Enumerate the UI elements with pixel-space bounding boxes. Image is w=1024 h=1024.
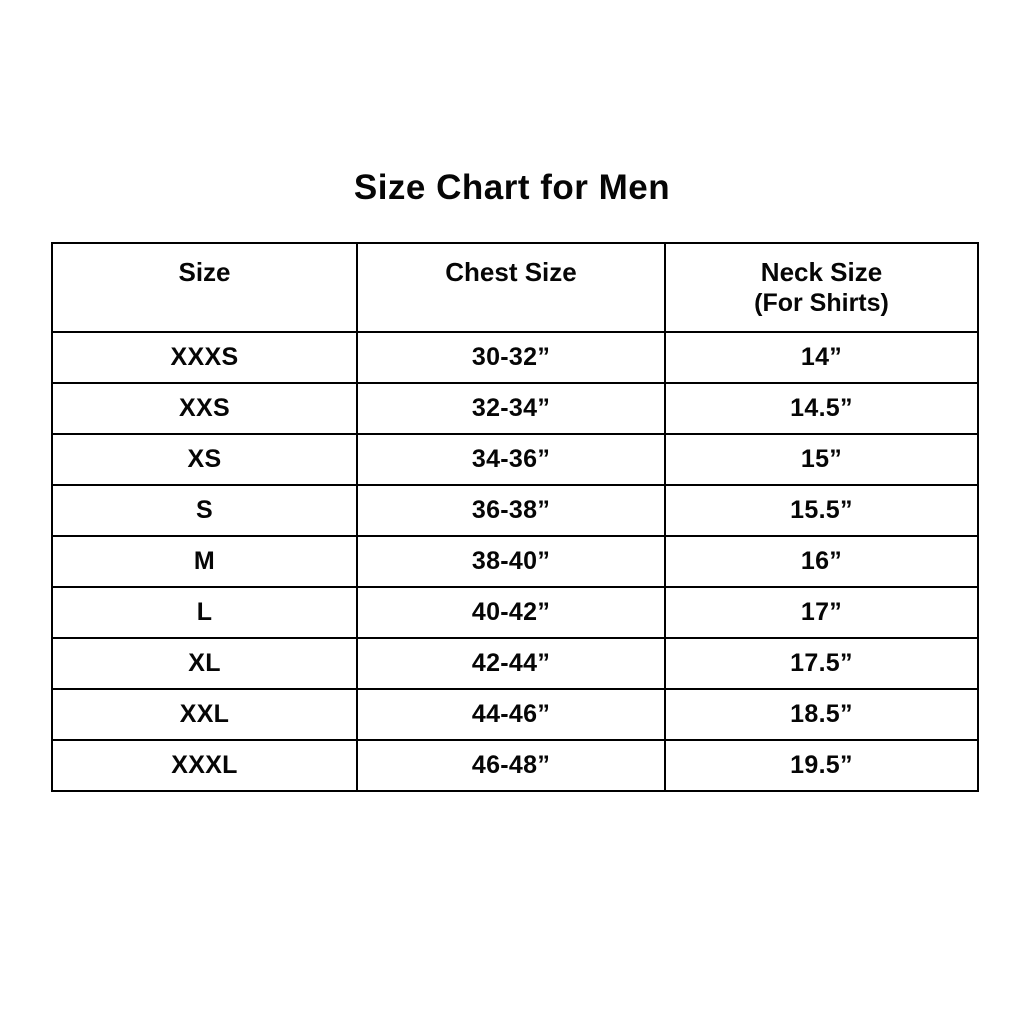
table-row bbox=[52, 587, 978, 638]
chest-cell: 34-36” bbox=[357, 434, 665, 485]
size-cell: XL bbox=[52, 638, 357, 689]
neck-cell: 18.5” bbox=[665, 689, 978, 740]
size-column-header bbox=[52, 243, 357, 332]
chest-cell: 36-38” bbox=[357, 485, 665, 536]
chest-cell: 40-42” bbox=[357, 587, 665, 638]
table-header bbox=[52, 243, 978, 332]
neck-cell: 15.5” bbox=[665, 485, 978, 536]
size-cell: XXXL bbox=[52, 740, 357, 791]
table-row bbox=[52, 434, 978, 485]
neck-header-label: Neck Size bbox=[760, 256, 883, 287]
neck-cell: 14” bbox=[665, 332, 978, 383]
size-cell: S bbox=[52, 485, 357, 536]
neck-cell: 17” bbox=[665, 587, 978, 638]
chest-cell: 44-46” bbox=[357, 689, 665, 740]
chest-column-header bbox=[357, 243, 665, 332]
size-header-sublabel bbox=[53, 288, 356, 319]
table-body bbox=[52, 332, 978, 791]
size-cell: M bbox=[52, 536, 357, 587]
size-header-label: Size bbox=[178, 256, 231, 287]
neck-cell: 17.5” bbox=[665, 638, 978, 689]
size-chart-table bbox=[51, 242, 979, 792]
table-row bbox=[52, 689, 978, 740]
neck-header-sublabel: (For Shirts) bbox=[754, 288, 889, 317]
page-title: Size Chart for Men bbox=[353, 168, 671, 207]
chest-cell: 42-44” bbox=[357, 638, 665, 689]
neck-cell: 19.5” bbox=[665, 740, 978, 791]
chest-cell: 32-34” bbox=[357, 383, 665, 434]
size-cell: XXS bbox=[52, 383, 357, 434]
size-cell: XS bbox=[52, 434, 357, 485]
size-cell: XXL bbox=[52, 689, 357, 740]
neck-cell: 15” bbox=[665, 434, 978, 485]
neck-cell: 16” bbox=[665, 536, 978, 587]
chest-cell: 38-40” bbox=[357, 536, 665, 587]
size-cell: XXXS bbox=[52, 332, 357, 383]
table-row bbox=[52, 332, 978, 383]
table-row bbox=[52, 638, 978, 689]
chest-cell: 46-48” bbox=[357, 740, 665, 791]
table-row bbox=[52, 485, 978, 536]
header-row bbox=[52, 243, 978, 332]
table-row bbox=[52, 383, 978, 434]
table-row bbox=[52, 740, 978, 791]
table-row bbox=[52, 536, 978, 587]
chest-header-sublabel bbox=[358, 288, 664, 319]
neck-column-header bbox=[665, 243, 978, 332]
chest-header-label: Chest Size bbox=[445, 256, 577, 287]
size-cell: L bbox=[52, 587, 357, 638]
chest-cell: 30-32” bbox=[357, 332, 665, 383]
neck-cell: 14.5” bbox=[665, 383, 978, 434]
